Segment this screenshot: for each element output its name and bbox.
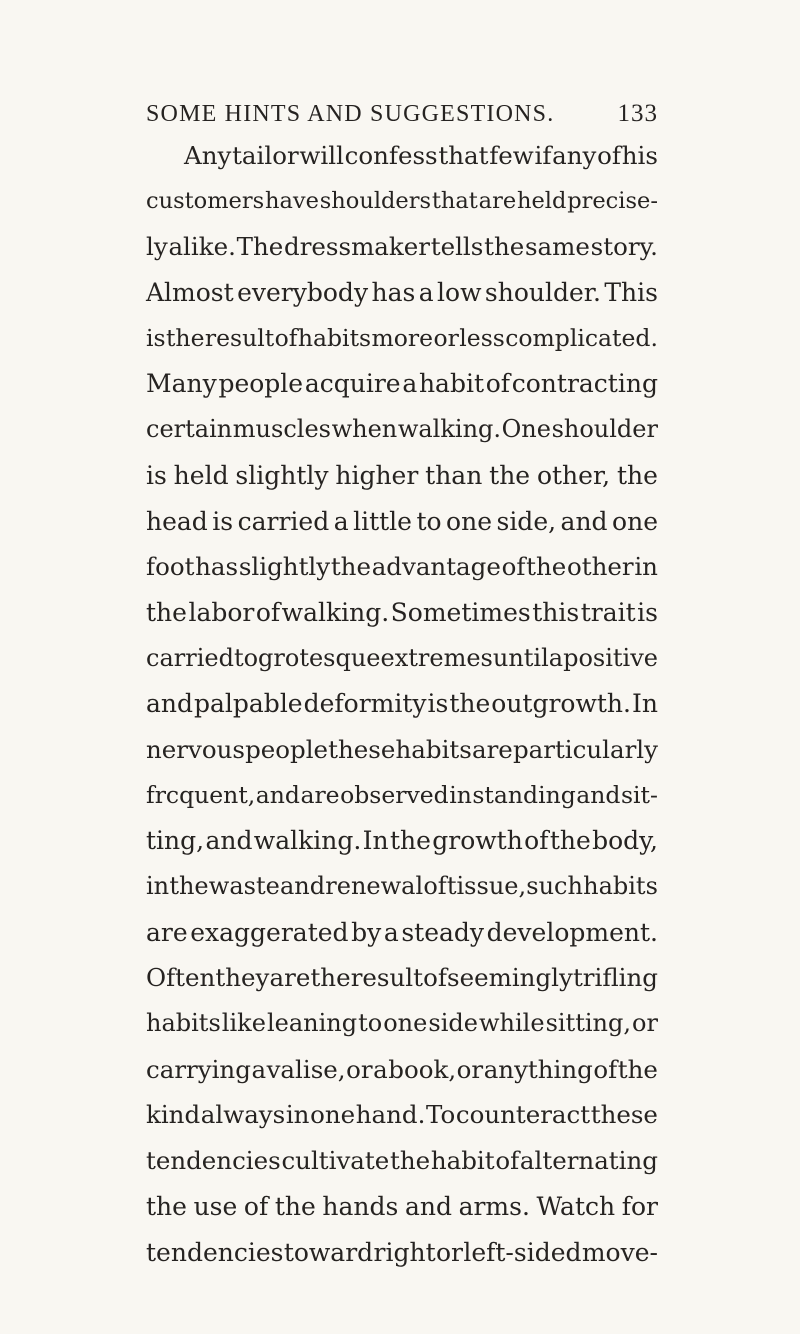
word: is xyxy=(146,323,166,352)
word: dressmaker xyxy=(284,232,430,262)
word: contracting xyxy=(511,369,658,399)
word: Often xyxy=(146,963,216,993)
word: The xyxy=(236,232,284,262)
word: the xyxy=(549,826,591,856)
word: and xyxy=(205,826,253,856)
text-line xyxy=(146,1047,658,1093)
word: a xyxy=(251,1054,267,1084)
word: frcquent, xyxy=(146,780,256,809)
word: are xyxy=(471,734,513,764)
word: the xyxy=(617,1054,658,1084)
word: the xyxy=(484,232,525,262)
word: a xyxy=(402,369,418,399)
word: In xyxy=(362,826,389,856)
word: habits xyxy=(146,1009,221,1038)
text-line xyxy=(146,224,658,270)
word: carried xyxy=(237,506,330,536)
word: of xyxy=(597,141,621,170)
word: his xyxy=(621,141,658,170)
word: valise, xyxy=(266,1054,346,1084)
text-line xyxy=(146,453,658,499)
word: precise- xyxy=(567,187,658,214)
word: a xyxy=(373,1054,388,1084)
word: slightly xyxy=(235,460,329,490)
word: head xyxy=(146,506,208,536)
word: the xyxy=(389,826,431,856)
word: trait xyxy=(580,597,636,627)
word: of xyxy=(501,552,526,582)
text-line xyxy=(146,955,658,1001)
text-line xyxy=(146,499,658,545)
word: of xyxy=(423,872,447,900)
text-line xyxy=(146,407,658,453)
word: held xyxy=(173,460,229,490)
word: walking. xyxy=(281,597,390,627)
text-line xyxy=(146,818,658,864)
word: tissue, xyxy=(446,872,527,900)
word: growth xyxy=(432,826,523,856)
word: are xyxy=(300,780,340,809)
word: cultivate xyxy=(281,1146,390,1176)
word: are xyxy=(146,917,188,947)
word: more xyxy=(371,323,434,352)
text-line xyxy=(146,179,658,225)
word: body, xyxy=(592,826,658,856)
word: people xyxy=(218,369,304,399)
word: of xyxy=(423,963,447,993)
text-line xyxy=(146,544,658,590)
word: people xyxy=(245,734,329,764)
word: positive xyxy=(563,643,658,672)
word: to xyxy=(416,506,442,536)
word: everybody xyxy=(237,278,369,308)
text-line xyxy=(146,590,658,636)
word: habit xyxy=(418,369,484,399)
word: kind xyxy=(146,1100,201,1130)
word: habits xyxy=(583,872,658,900)
word: habits xyxy=(395,734,472,764)
text-line xyxy=(146,270,658,316)
word: that xyxy=(438,141,489,170)
word: sitting, xyxy=(545,1009,631,1038)
word: higher xyxy=(335,460,419,490)
word: until xyxy=(492,643,549,672)
word: certain xyxy=(146,415,233,444)
word: one xyxy=(446,506,492,536)
word: less xyxy=(459,323,505,352)
text-line xyxy=(146,636,658,682)
word: this xyxy=(532,597,580,627)
word: are xyxy=(269,963,311,993)
text-line xyxy=(146,361,658,407)
running-head-title: SOME HINTS AND SUGGESTIONS. xyxy=(146,101,555,127)
word: has xyxy=(195,552,239,582)
word: story. xyxy=(590,232,658,262)
word: the xyxy=(449,689,491,719)
word: or xyxy=(632,1009,658,1038)
word: observed xyxy=(340,780,449,809)
text-line xyxy=(146,1184,658,1230)
word: customers xyxy=(146,187,265,214)
word: if xyxy=(534,141,552,170)
word: This xyxy=(604,278,658,308)
word: held xyxy=(516,187,567,214)
word: Any xyxy=(184,141,232,170)
word: these xyxy=(590,1100,658,1130)
text-line xyxy=(146,910,658,956)
text-line xyxy=(146,1092,658,1138)
word: and xyxy=(279,872,326,900)
word: anything xyxy=(483,1054,593,1084)
word: habit xyxy=(430,1146,495,1176)
word: outgrowth. xyxy=(491,689,631,719)
word: In xyxy=(631,689,658,719)
word: always xyxy=(200,1100,286,1130)
word: same xyxy=(524,232,590,262)
word: the xyxy=(616,460,658,490)
word: have xyxy=(265,187,319,214)
word: side, xyxy=(496,506,557,536)
word: advantage xyxy=(371,552,501,582)
word: One xyxy=(501,415,551,444)
word: any xyxy=(552,141,597,170)
word: shoulder xyxy=(551,415,658,444)
word: has xyxy=(371,278,416,308)
word: like xyxy=(221,1009,266,1038)
word: in xyxy=(285,1100,310,1130)
word: result xyxy=(204,323,275,352)
word: a xyxy=(548,643,564,672)
word: Sometimes xyxy=(390,597,531,627)
word: use xyxy=(193,1191,238,1221)
word: other xyxy=(567,552,634,582)
word: in xyxy=(449,780,472,809)
word: shoulders xyxy=(319,187,432,214)
word: of xyxy=(495,1146,520,1176)
running-head xyxy=(146,94,658,134)
word: steady xyxy=(401,917,485,947)
word: particularly xyxy=(512,734,658,764)
word: these xyxy=(328,734,396,764)
word: shoulder. xyxy=(484,278,601,308)
word: or xyxy=(433,323,459,352)
word: toward xyxy=(283,1237,374,1267)
word: complicated. xyxy=(505,323,658,352)
text-line xyxy=(146,864,658,910)
word: are xyxy=(478,187,517,214)
word: nervous xyxy=(146,734,245,764)
word: and xyxy=(404,1191,452,1221)
text-line xyxy=(146,133,658,179)
word: in xyxy=(634,552,658,582)
word: is xyxy=(637,597,658,627)
word: deformity xyxy=(303,689,427,719)
word: a xyxy=(383,917,399,947)
word: a xyxy=(333,506,349,536)
word: tendencies xyxy=(146,1237,284,1267)
word: palpable xyxy=(194,689,303,719)
word: the xyxy=(489,460,531,490)
word: the xyxy=(165,323,205,352)
word: muscles xyxy=(232,415,331,444)
word: or xyxy=(456,1054,484,1084)
text-line xyxy=(146,1138,658,1184)
word: walking. xyxy=(253,826,362,856)
word: one xyxy=(383,1009,428,1038)
word: carrying xyxy=(146,1054,251,1084)
word: the xyxy=(169,872,209,900)
word: waste xyxy=(208,872,280,900)
word: hands xyxy=(322,1191,399,1221)
word: alternating xyxy=(519,1146,658,1176)
word: of xyxy=(243,1191,269,1221)
word: by xyxy=(351,917,382,947)
word: left-sided xyxy=(463,1237,582,1267)
word: one xyxy=(612,506,658,536)
word: development. xyxy=(486,917,658,947)
word: exaggerated xyxy=(190,917,349,947)
word: Many xyxy=(146,369,217,399)
word: the xyxy=(310,963,351,993)
word: tells xyxy=(430,232,484,262)
word: hand. xyxy=(355,1100,426,1130)
text-line xyxy=(146,1001,658,1047)
word: confess xyxy=(344,141,438,170)
word: such xyxy=(526,872,583,900)
word: when xyxy=(331,415,398,444)
word: of xyxy=(593,1054,618,1084)
word: habits xyxy=(297,323,372,352)
word: is xyxy=(427,689,449,719)
word: than xyxy=(425,460,483,490)
word: walking. xyxy=(397,415,502,444)
text-line xyxy=(146,1230,658,1276)
word: and xyxy=(255,780,300,809)
word: move- xyxy=(581,1237,658,1267)
word: the xyxy=(274,1191,316,1221)
word: renewal xyxy=(325,872,424,900)
word: a xyxy=(418,278,434,308)
word: standing xyxy=(472,780,576,809)
word: and xyxy=(560,506,608,536)
word: and xyxy=(576,780,621,809)
word: right xyxy=(373,1237,436,1267)
word: low xyxy=(437,278,482,308)
word: book, xyxy=(388,1054,457,1084)
word: ting, xyxy=(146,826,205,856)
word: little xyxy=(353,506,412,536)
page-number: 133 xyxy=(617,100,658,127)
word: is xyxy=(212,506,234,536)
word: tailor xyxy=(232,141,299,170)
text-line xyxy=(146,727,658,773)
word: sit- xyxy=(620,780,658,809)
word: or xyxy=(435,1237,463,1267)
word: side xyxy=(428,1009,478,1038)
word: foot xyxy=(146,552,195,582)
word: the xyxy=(330,552,371,582)
word: to xyxy=(358,1009,383,1038)
word: the xyxy=(146,1191,187,1221)
word: labor xyxy=(188,597,255,627)
word: in xyxy=(146,872,170,900)
word: is xyxy=(146,460,167,490)
word: the xyxy=(146,597,187,627)
word: one xyxy=(310,1100,356,1130)
word: or xyxy=(346,1054,373,1084)
word: ly xyxy=(146,232,168,262)
word: of xyxy=(485,369,511,399)
word: the xyxy=(526,552,567,582)
word: leaning xyxy=(266,1009,358,1038)
word: of xyxy=(274,323,298,352)
word: grotesque xyxy=(258,643,381,672)
word: Watch xyxy=(536,1191,616,1221)
word: while xyxy=(478,1009,545,1038)
word: slightly xyxy=(238,552,331,582)
word: to xyxy=(233,643,259,672)
word: To xyxy=(426,1100,456,1130)
word: they xyxy=(215,963,270,993)
word: trifling xyxy=(572,963,658,993)
word: of xyxy=(524,826,549,856)
word: for xyxy=(621,1191,658,1221)
word: seemingly xyxy=(447,963,573,993)
word: alike. xyxy=(168,232,236,262)
text-line xyxy=(146,773,658,819)
word: counteract xyxy=(455,1100,591,1130)
word: extremes xyxy=(380,643,493,672)
word: the xyxy=(390,1146,431,1176)
word: that xyxy=(431,187,478,214)
word: of xyxy=(255,597,281,627)
word: and xyxy=(146,689,194,719)
word: arms. xyxy=(458,1191,530,1221)
word: will xyxy=(299,141,344,170)
word: acquire xyxy=(304,369,401,399)
body-paragraph xyxy=(146,133,658,1275)
word: other, xyxy=(536,460,611,490)
text-line xyxy=(146,316,658,362)
word: result xyxy=(350,963,423,993)
text-line xyxy=(146,681,658,727)
word: carried xyxy=(146,643,234,672)
word: tendencies xyxy=(146,1146,281,1176)
word: few xyxy=(489,141,534,170)
word: Almost xyxy=(146,278,234,308)
